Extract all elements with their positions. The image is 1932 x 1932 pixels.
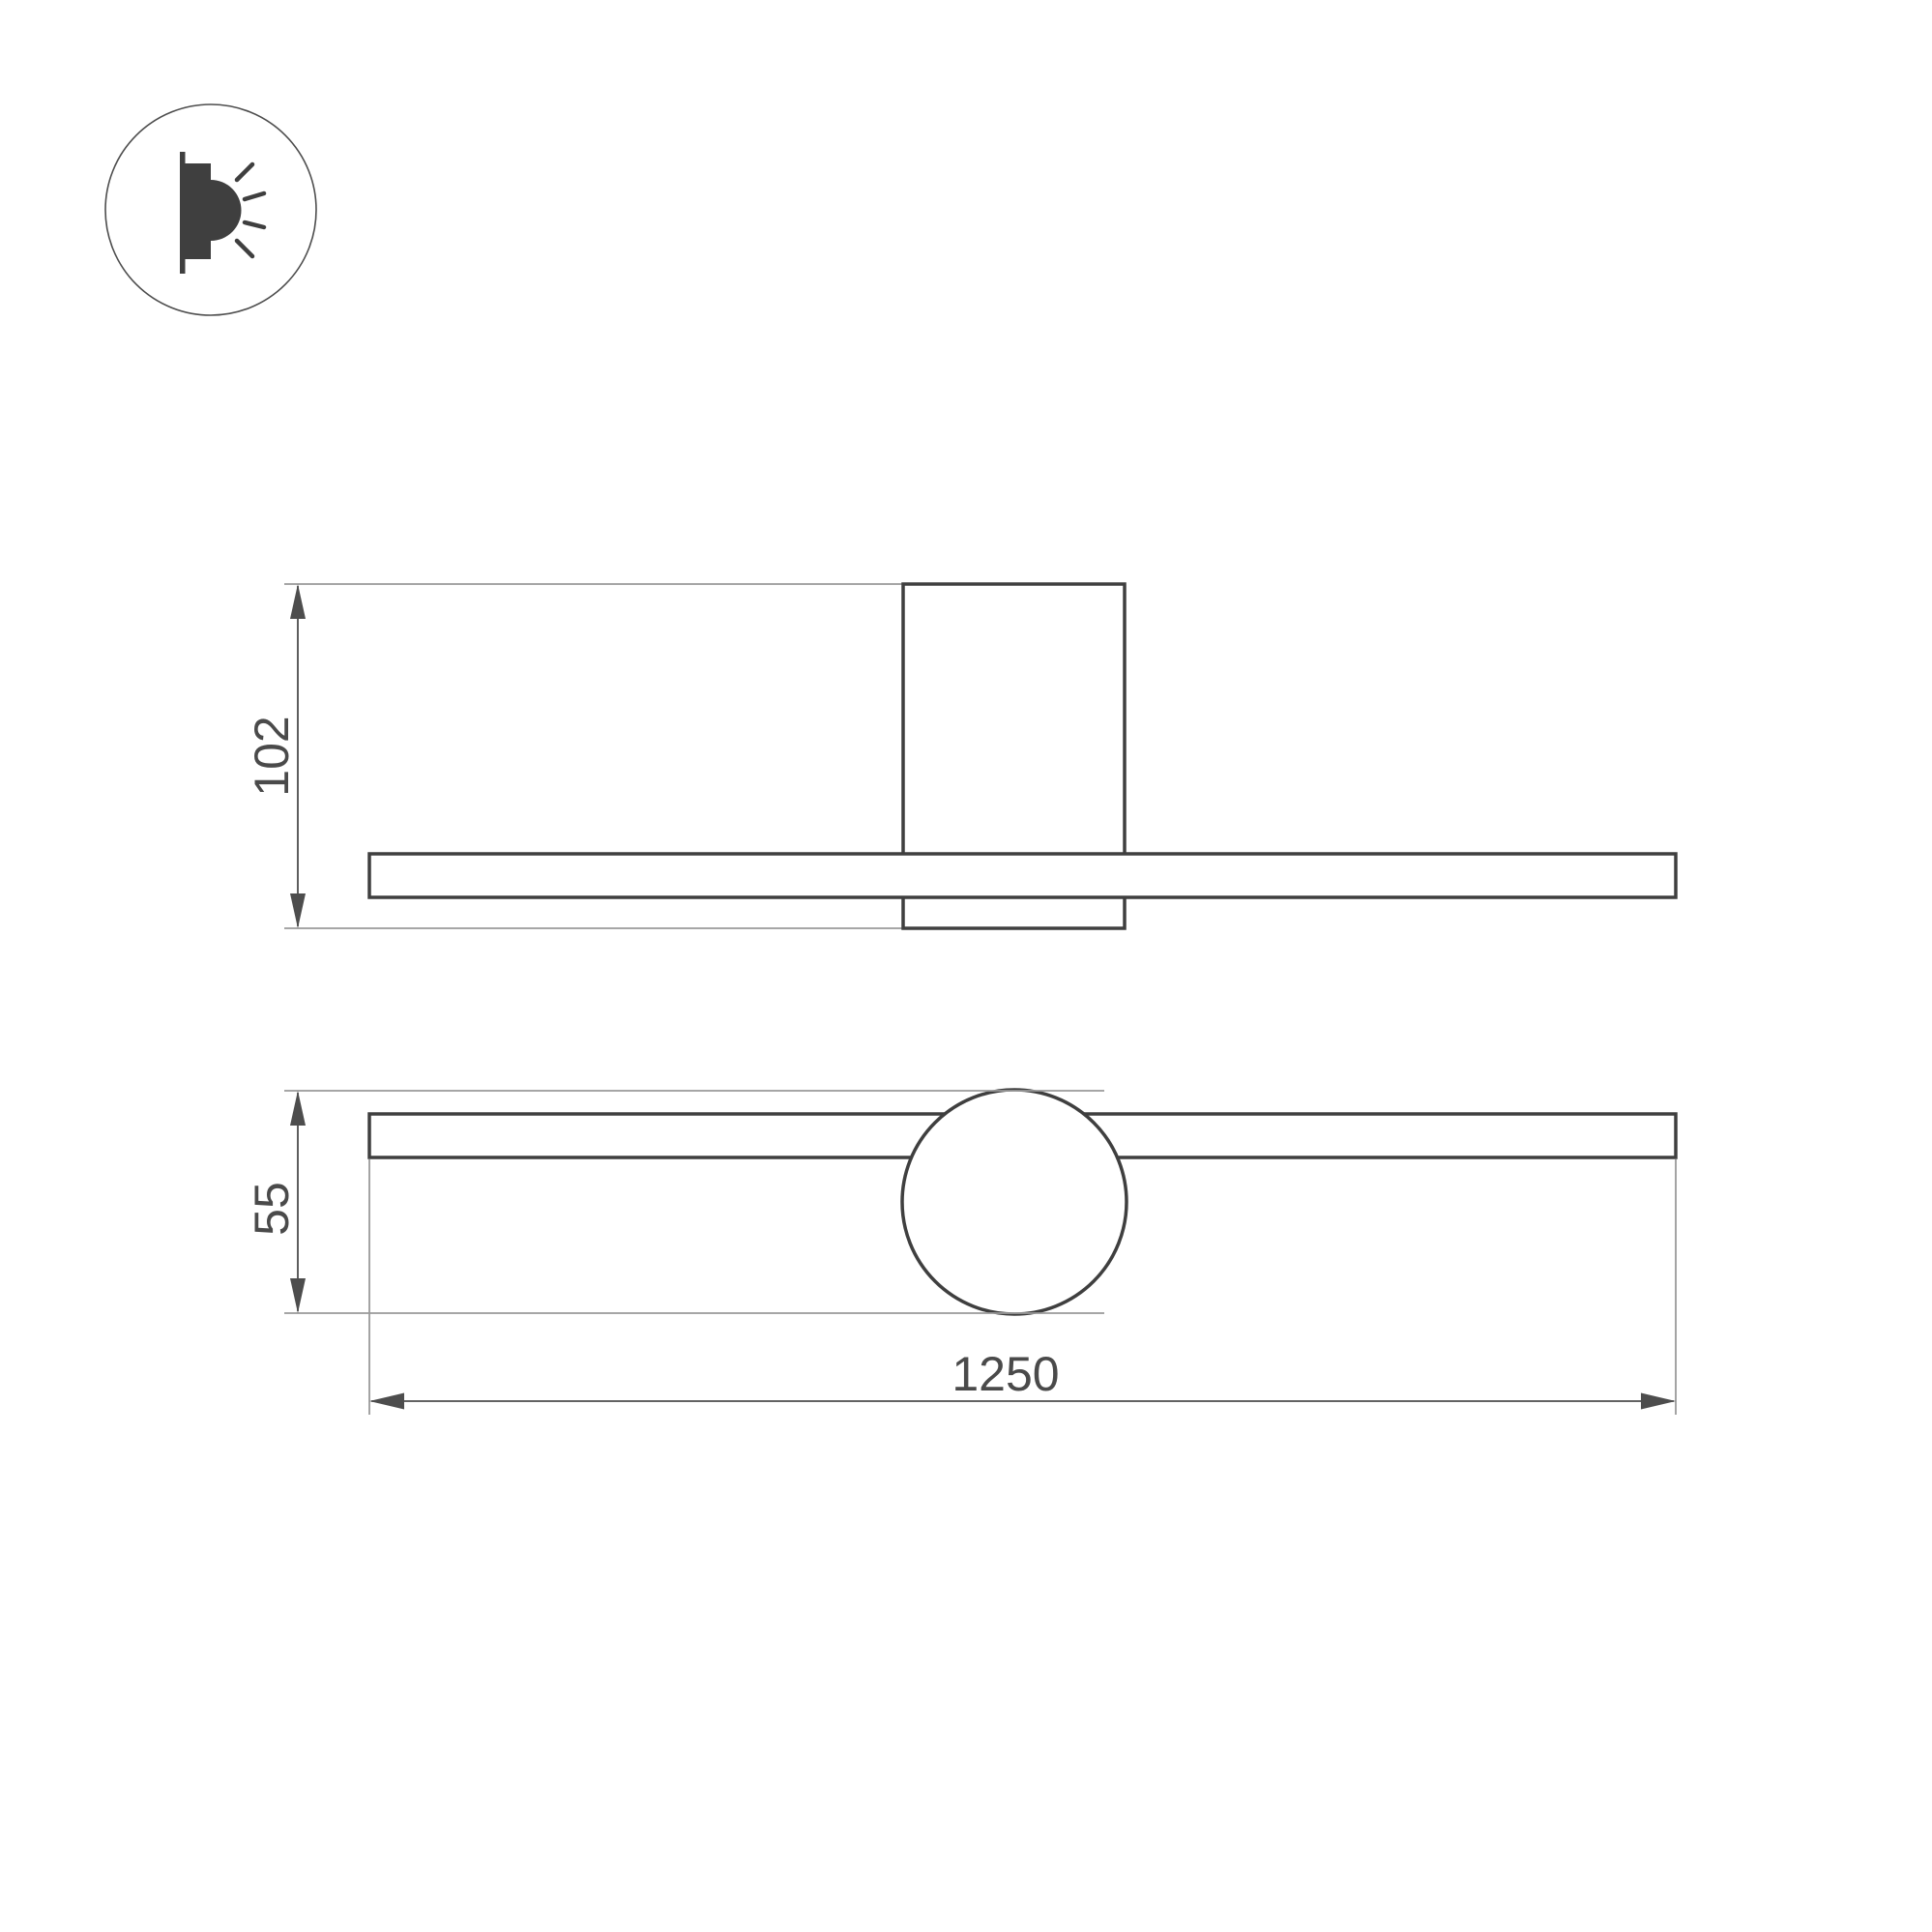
wall-line bbox=[180, 152, 186, 274]
wall-light-icon bbox=[105, 104, 316, 315]
arrow-up-icon bbox=[290, 584, 306, 619]
side-view bbox=[245, 584, 1676, 928]
arrow-up-icon bbox=[290, 1091, 306, 1126]
lamp-tube-side bbox=[369, 854, 1676, 897]
arrow-down-icon bbox=[290, 1278, 306, 1313]
front-view bbox=[245, 1090, 1676, 1415]
arrow-right-icon bbox=[1641, 1393, 1676, 1410]
arrow-left-icon bbox=[369, 1393, 404, 1410]
sphere-diffuser bbox=[902, 1090, 1127, 1314]
front-height-label: 55 bbox=[245, 1182, 299, 1236]
arrow-down-icon bbox=[290, 893, 306, 928]
overall-length-label: 1250 bbox=[951, 1347, 1060, 1401]
side-height-label: 102 bbox=[245, 716, 299, 797]
lamp-body bbox=[185, 163, 211, 259]
